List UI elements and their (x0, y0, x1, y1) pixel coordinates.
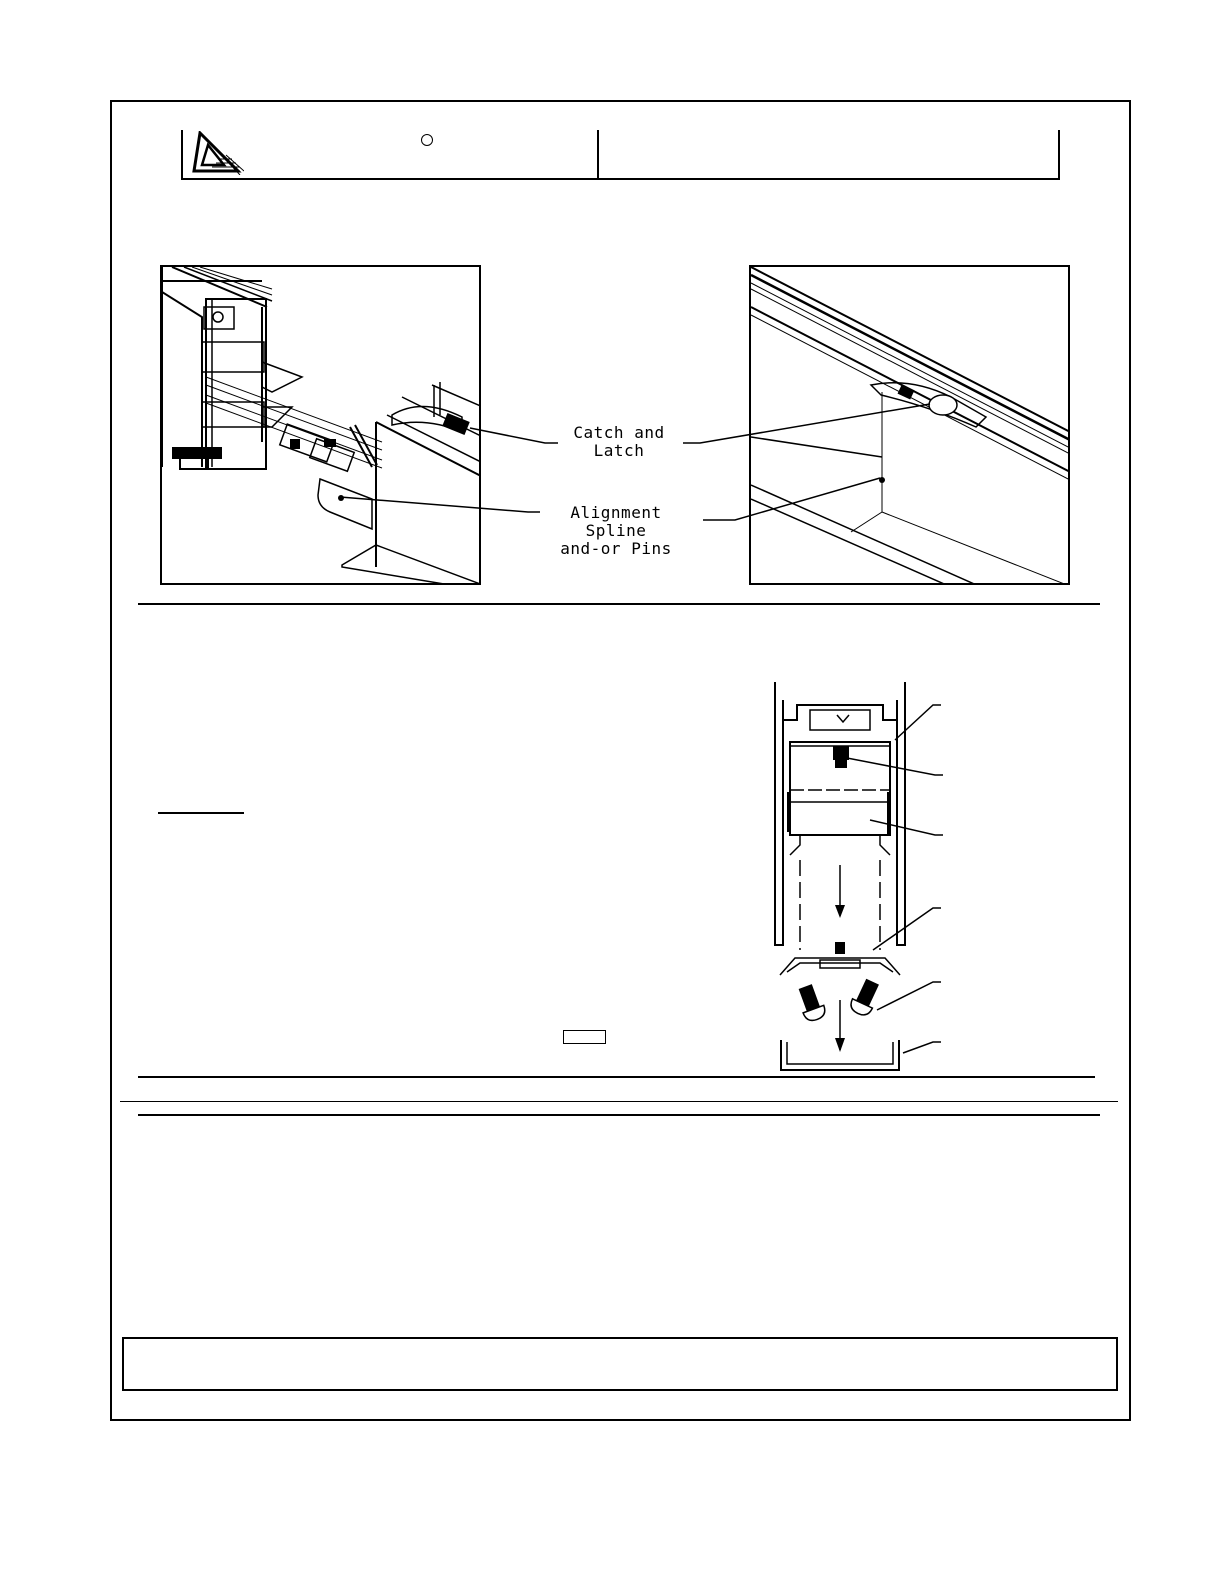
small-label-box (563, 1030, 606, 1044)
cross-section-diagram (765, 680, 950, 1075)
section-divider-3 (120, 1101, 1118, 1102)
alignment-spline-line2: and-or Pins (560, 539, 672, 558)
section-divider-4 (138, 1114, 1100, 1116)
section-divider-1 (138, 603, 1100, 605)
catch-latch-line1: Catch and (573, 423, 665, 442)
heading-underline (158, 812, 244, 814)
alignment-spline-label (542, 504, 690, 558)
footer-box (122, 1337, 1118, 1391)
alignment-spline-line1: Alignment Spline (570, 503, 662, 540)
catch-latch-line2: Latch (593, 441, 645, 460)
catch-latch-label (563, 424, 675, 460)
section-divider-2 (138, 1076, 1095, 1078)
